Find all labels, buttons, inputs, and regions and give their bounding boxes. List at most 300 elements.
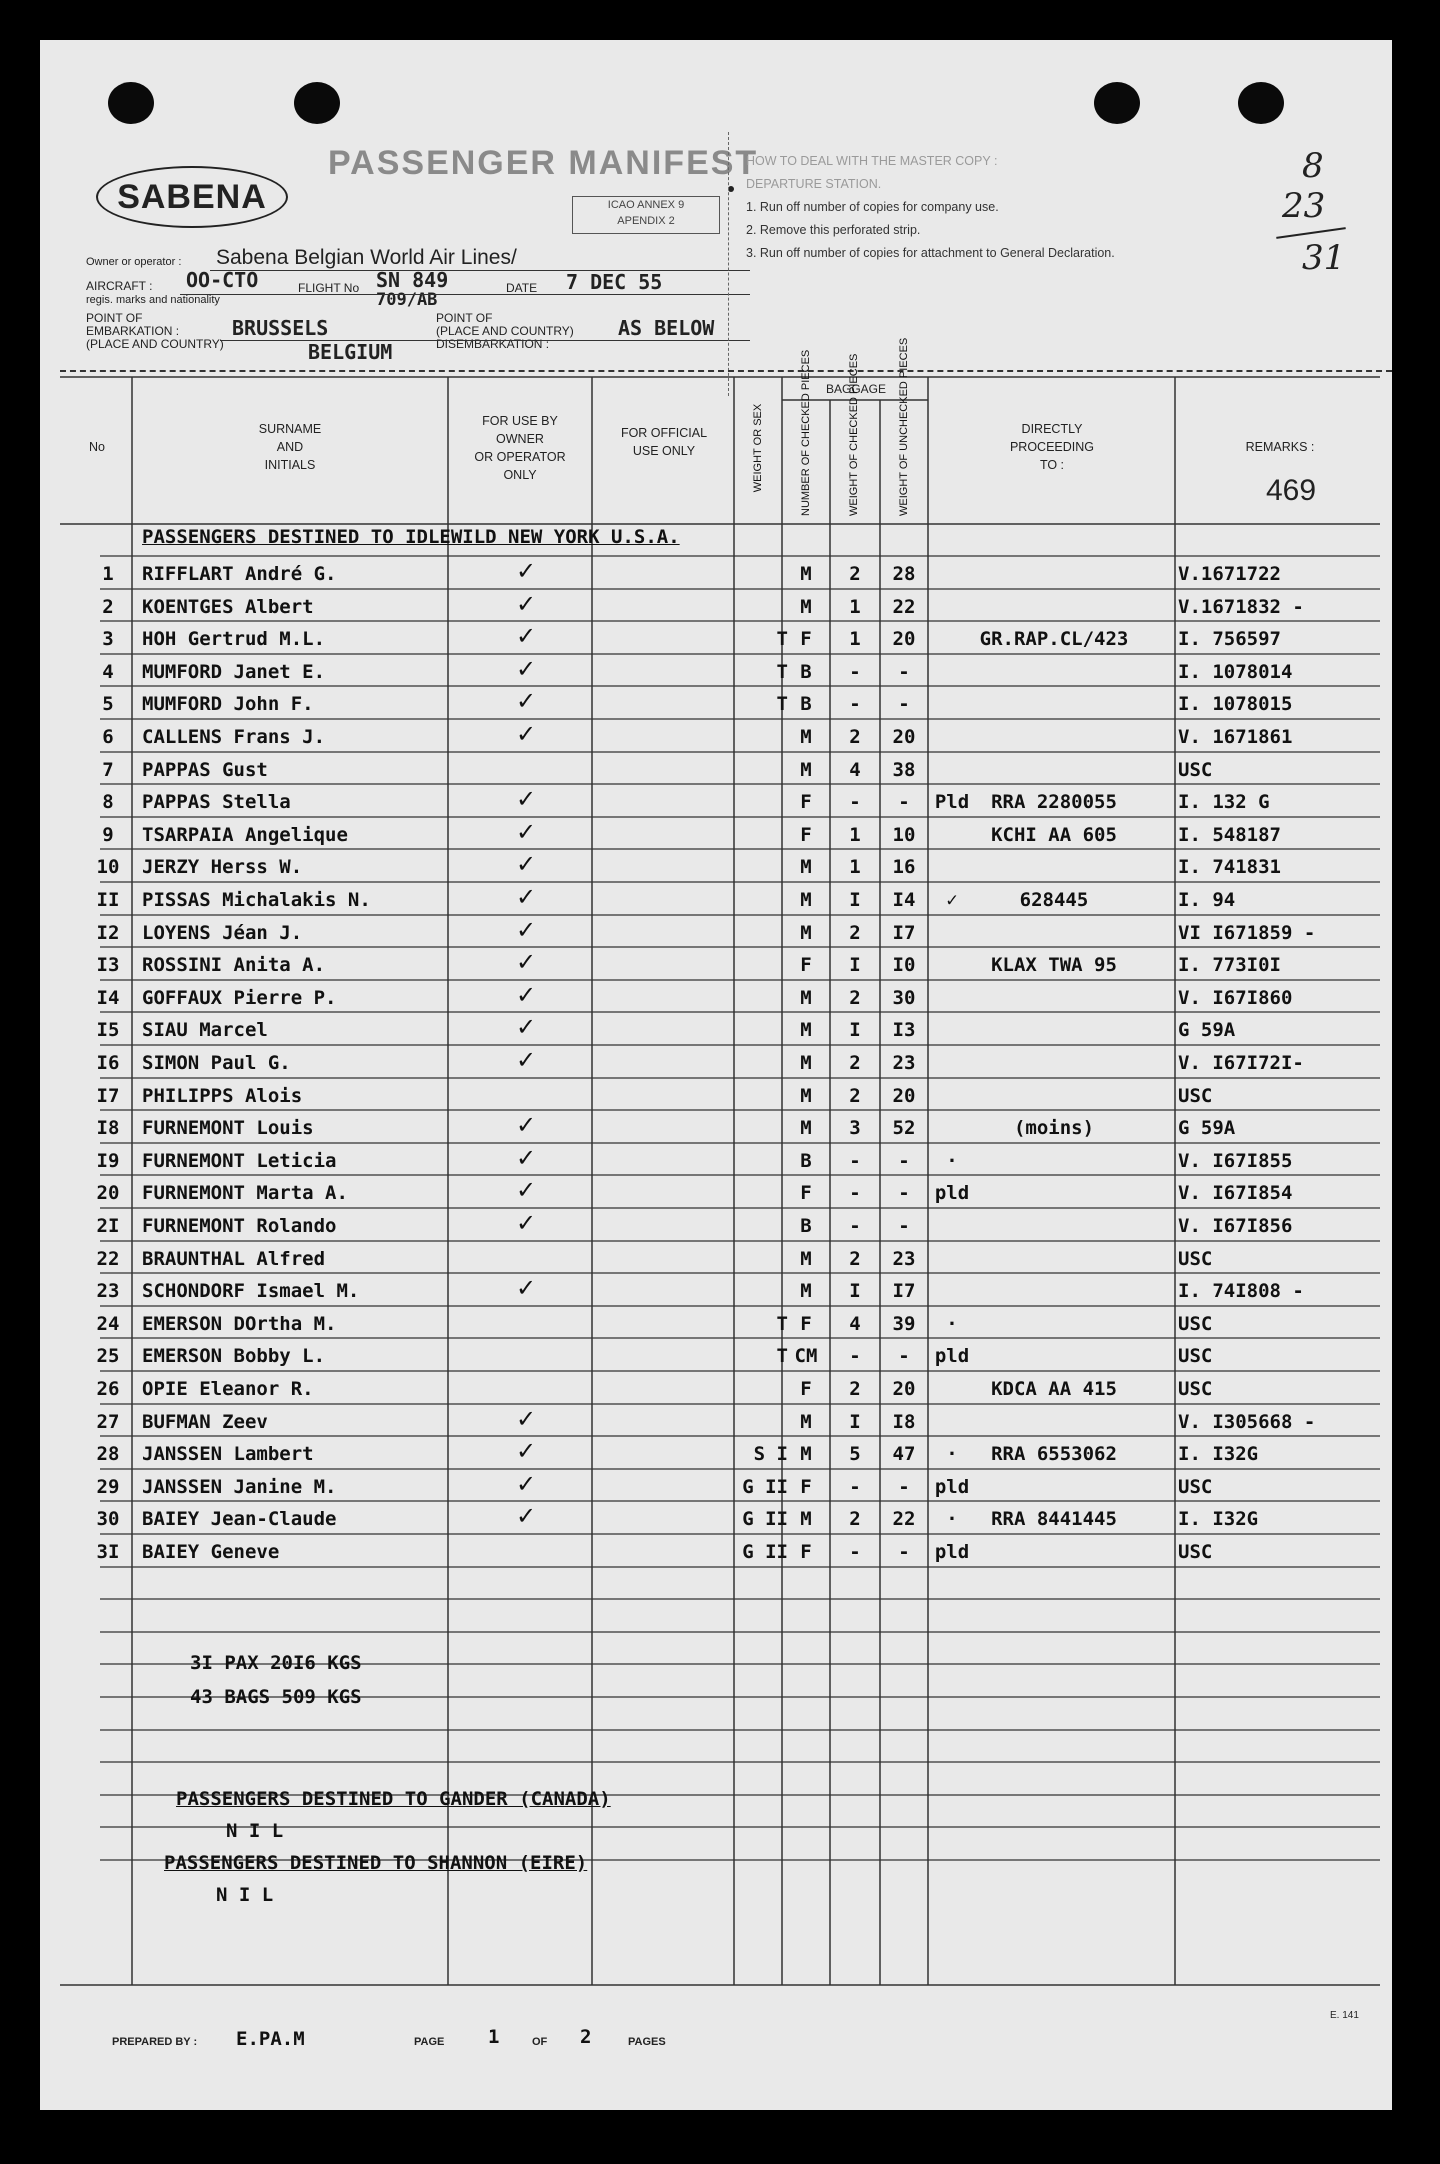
- owner-value: Sabena Belgian World Air Lines/: [216, 246, 517, 269]
- table-row: [86, 1434, 1390, 1467]
- cell-pieces: -: [849, 1345, 861, 1368]
- cell-remarks: I. 132 G: [1178, 791, 1270, 814]
- cell-no: 5: [102, 693, 114, 716]
- cell-remarks: I. 548187: [1178, 823, 1281, 846]
- cell-remarks: G 59A: [1178, 1019, 1236, 1042]
- cell-name: MUMFORD John F.: [142, 693, 314, 716]
- cell-sex: F: [800, 1541, 812, 1563]
- cell-name: MUMFORD Janet E.: [142, 660, 326, 683]
- cell-sex: M: [800, 889, 812, 911]
- cell-remarks: I. I32G: [1178, 1443, 1259, 1466]
- table-row: [86, 1141, 1390, 1174]
- annex-line-2: APENDIX 2: [617, 215, 675, 227]
- cell-sex: F: [800, 1182, 812, 1205]
- cell-unchecked: Pld: [934, 791, 970, 814]
- cell-remarks: I. 756597: [1178, 628, 1281, 651]
- cell-tick: ✓: [515, 1209, 537, 1237]
- cell-weight: -: [898, 1345, 910, 1368]
- cell-name: JANSSEN Janine M.: [142, 1475, 337, 1498]
- cell-sex: M: [800, 758, 812, 781]
- howto-station: DEPARTURE STATION.: [746, 177, 882, 191]
- howto-title: HOW TO DEAL WITH THE MASTER COPY :: [746, 154, 998, 168]
- embark-label-3: (PLACE AND COUNTRY): [86, 337, 224, 351]
- sabena-logo: SABENA: [96, 166, 288, 228]
- cell-sex: F: [800, 954, 812, 977]
- table-row: [86, 684, 1390, 717]
- cell-proceed: KLAX TWA 95: [991, 954, 1117, 977]
- cell-no: 24: [96, 1312, 120, 1335]
- cell-tick: ✓: [515, 1046, 537, 1074]
- cell-sex: B: [800, 1215, 812, 1237]
- cell-name: PHILIPPS Alois: [142, 1084, 303, 1107]
- corner-note-bottom: 31: [1302, 238, 1346, 278]
- cell-name: FURNEMONT Rolando: [142, 1215, 337, 1237]
- flight-date: 7 DEC 55: [566, 270, 663, 294]
- table-row: [86, 815, 1390, 848]
- cell-pieces: -: [849, 1149, 861, 1172]
- col-proceed-3: TO :: [1039, 458, 1065, 472]
- cell-weight: 23: [892, 1247, 916, 1270]
- cell-weight: 16: [892, 856, 916, 879]
- col-surname: [140, 420, 440, 474]
- cell-tick: ✓: [515, 948, 537, 977]
- cell-weight: 39: [892, 1312, 916, 1335]
- cell-no: I6: [96, 1052, 120, 1074]
- cell-proceed: KCHI AA 605: [991, 823, 1117, 846]
- table-row: [86, 1173, 1390, 1206]
- cell-no: 25: [96, 1345, 120, 1368]
- col-owner-4: ONLY: [503, 468, 537, 482]
- of-label: OF: [532, 2036, 548, 2048]
- col-owner-1: FOR USE BY: [482, 414, 558, 428]
- cell-remarks: I. 741831: [1178, 856, 1281, 879]
- cell-weight: -: [898, 1475, 910, 1498]
- cell-unchecked: pld: [934, 1345, 970, 1368]
- col-num-checked: NUMBER OF CHECKED PIECES: [800, 349, 812, 516]
- cell-weight: I3: [892, 1019, 916, 1042]
- cell-remarks: I. 773I0I: [1178, 954, 1281, 977]
- cell-sex: M: [800, 1443, 812, 1466]
- disembark-value: AS BELOW: [618, 316, 715, 340]
- table-row: [86, 782, 1390, 815]
- table-row: [86, 750, 1390, 783]
- cell-no: 3: [102, 628, 114, 651]
- col-weight-sex: WEIGHT OR SEX: [752, 403, 764, 493]
- cell-remarks: USC: [1178, 1475, 1213, 1498]
- cell-weight: 28: [892, 563, 916, 585]
- cell-tick: ✓: [515, 785, 537, 814]
- cell-pieces: 4: [849, 758, 861, 781]
- howto-step-1: 1. Run off number of copies for company use.: [746, 200, 999, 214]
- cell-official: T: [776, 1312, 788, 1335]
- cell-remarks: I. 1078015: [1178, 693, 1293, 716]
- table-row: [86, 1076, 1390, 1109]
- cell-pieces: 2: [849, 726, 861, 748]
- cell-name: ROSSINI Anita A.: [142, 954, 326, 977]
- cell-unchecked: ·: [946, 1312, 958, 1335]
- embark-label-2: EMBARKATION :: [86, 324, 180, 338]
- cell-remarks: I. 74I808 -: [1178, 1280, 1304, 1303]
- cell-no: 2: [102, 595, 114, 618]
- cell-pieces: I: [849, 1410, 861, 1433]
- cell-no: 10: [96, 856, 120, 879]
- cell-name: BAIEY Geneve: [142, 1541, 280, 1563]
- cell-remarks: USC: [1178, 758, 1213, 781]
- cell-no: 6: [102, 726, 114, 748]
- cell-name: BAIEY Jean-Claude: [142, 1508, 337, 1531]
- cell-pieces: 1: [849, 595, 861, 618]
- cell-pieces: 1: [849, 628, 861, 651]
- cell-pieces: -: [849, 1475, 861, 1498]
- cell-tick: ✓: [515, 654, 537, 683]
- cell-pieces: 4: [849, 1312, 861, 1335]
- cell-weight: 47: [892, 1443, 916, 1466]
- cell-remarks: USC: [1178, 1541, 1213, 1563]
- cell-sex: M: [800, 921, 812, 944]
- table-row: [86, 847, 1390, 880]
- cell-weight: 22: [892, 595, 916, 618]
- cell-pieces: -: [849, 1541, 861, 1563]
- cell-name: HOH Gertrud M.L.: [142, 628, 326, 651]
- col-wt-unchecked: WEIGHT OF UNCHECKED PIECES: [898, 337, 910, 516]
- cell-weight: -: [898, 1149, 910, 1172]
- cell-tick: ✓: [515, 687, 537, 716]
- disembark-label-1: POINT OF: [436, 311, 493, 325]
- cell-proceed: RRA 2280055: [991, 791, 1117, 814]
- cell-remarks: I. 1078014: [1178, 660, 1293, 683]
- cell-sex: M: [800, 595, 812, 618]
- cell-no: I9: [96, 1149, 120, 1172]
- cell-name: FURNEMONT Leticia: [142, 1149, 337, 1172]
- cell-tick: ✓: [515, 1111, 537, 1140]
- cell-unchecked: ·: [946, 1443, 958, 1466]
- cell-unchecked: ·: [946, 1508, 958, 1531]
- disembark-label-2: (PLACE AND COUNTRY): [436, 324, 574, 338]
- cell-unchecked: pld: [934, 1182, 970, 1205]
- cell-no: 22: [96, 1247, 120, 1270]
- cell-sex: F: [800, 823, 812, 846]
- cell-pieces: 1: [849, 856, 861, 879]
- flight-sub-number: 709/AB: [376, 290, 438, 310]
- cell-proceed: RRA 6553062: [991, 1443, 1117, 1466]
- cell-name: GOFFAUX Pierre P.: [142, 986, 337, 1009]
- cell-no: 7: [102, 758, 114, 781]
- cell-name: BUFMAN Zeev: [142, 1410, 268, 1433]
- cell-unchecked: pld: [934, 1475, 970, 1498]
- table-row: [86, 1206, 1390, 1239]
- cell-pieces: 3: [849, 1117, 861, 1140]
- cell-remarks: I. I32G: [1178, 1508, 1259, 1531]
- cell-remarks: VI I671859 -: [1178, 921, 1316, 944]
- cell-no: I5: [96, 1019, 120, 1042]
- cell-proceed: 628445: [1019, 889, 1089, 911]
- cell-tick: ✓: [515, 1404, 537, 1433]
- cell-proceed: (moins): [1013, 1117, 1095, 1140]
- cell-name: SIAU Marcel: [142, 1019, 268, 1042]
- cell-official: G II: [742, 1475, 788, 1498]
- disembark-label-3: DISEMBARKATION :: [436, 337, 550, 351]
- cell-tick: ✓: [515, 622, 537, 651]
- cell-remarks: USC: [1178, 1312, 1213, 1335]
- cell-tick: ✓: [515, 1502, 537, 1531]
- cell-sex: M: [800, 1019, 812, 1042]
- cell-name: OPIE Eleanor R.: [142, 1378, 314, 1400]
- cell-tick: ✓: [515, 1143, 537, 1172]
- section-gander: PASSENGERS DESTINED TO GANDER (CANADA): [176, 1788, 611, 1810]
- prepared-by: E.PA.M: [236, 2028, 305, 2050]
- cell-weight: 22: [892, 1508, 916, 1531]
- cell-weight: I8: [892, 1410, 916, 1433]
- cell-weight: 20: [892, 726, 916, 748]
- cell-no: I7: [96, 1084, 120, 1107]
- cell-no: 4: [102, 660, 114, 683]
- prepared-label: PREPARED BY :: [112, 2036, 198, 2048]
- cell-name: LOYENS Jéan J.: [142, 921, 303, 944]
- cell-remarks: I. 94: [1178, 889, 1236, 911]
- col-official-use: [596, 424, 732, 460]
- cell-pieces: 2: [849, 1378, 861, 1400]
- cell-official: S I: [753, 1443, 788, 1466]
- cell-unchecked: pld: [934, 1541, 970, 1563]
- cell-remarks: USC: [1178, 1084, 1213, 1107]
- cell-no: I8: [96, 1117, 120, 1140]
- col-baggage: BAGGAGE: [825, 382, 887, 396]
- cell-sex: M: [800, 1084, 812, 1107]
- cell-name: BRAUNTHAL Alfred: [142, 1247, 326, 1270]
- cell-pieces: 5: [849, 1443, 861, 1466]
- total-pax: 3I PAX 20I6 KGS: [190, 1652, 362, 1674]
- table-row: [86, 1108, 1390, 1141]
- cell-tick: ✓: [515, 980, 537, 1009]
- cell-official: T: [776, 1345, 788, 1368]
- cell-weight: -: [898, 1215, 910, 1237]
- cell-pieces: -: [849, 1182, 861, 1205]
- cell-official: G II: [742, 1541, 788, 1563]
- cell-weight: 10: [892, 823, 916, 846]
- cell-sex: M: [800, 986, 812, 1009]
- form-code: E. 141: [1330, 2010, 1359, 2021]
- cell-tick: ✓: [515, 557, 537, 585]
- cell-remarks: USC: [1178, 1247, 1213, 1270]
- date-label: DATE: [506, 281, 538, 295]
- cell-pieces: -: [849, 660, 861, 683]
- cell-no: 29: [96, 1475, 120, 1498]
- cell-no: 9: [102, 823, 114, 846]
- cell-name: TSARPAIA Angelique: [142, 823, 348, 846]
- cell-weight: 30: [892, 986, 916, 1009]
- cell-weight: -: [898, 693, 910, 716]
- cell-tick: ✓: [515, 1469, 537, 1498]
- cell-tick: ✓: [515, 883, 537, 911]
- annex-line-1: ICAO ANNEX 9: [607, 199, 685, 211]
- cell-official: G II: [742, 1508, 788, 1531]
- col-surname-3: INITIALS: [264, 458, 316, 472]
- col-surname-1: SURNAME: [258, 422, 322, 436]
- cell-weight: -: [898, 1541, 910, 1563]
- col-surname-2: AND: [276, 440, 304, 454]
- table-row: [86, 880, 1390, 913]
- howto-step-3: 3. Run off number of copies for attachment to General Declaration.: [746, 246, 1115, 260]
- cell-no: 30: [96, 1508, 120, 1531]
- cell-remarks: USC: [1178, 1345, 1213, 1368]
- flight-label: FLIGHT No: [298, 281, 360, 295]
- gander-nil: N I L: [226, 1820, 284, 1842]
- cell-name: EMERSON Bobby L.: [142, 1345, 326, 1368]
- cell-no: 27: [96, 1410, 120, 1433]
- cell-tick: ✓: [515, 1176, 537, 1205]
- cell-name: FURNEMONT Marta A.: [142, 1182, 348, 1205]
- cell-no: 1: [102, 563, 114, 585]
- table-row: [86, 1239, 1390, 1272]
- section-shannon: PASSENGERS DESTINED TO SHANNON (EIRE): [164, 1852, 588, 1874]
- col-proceed-2: PROCEEDING: [1009, 440, 1095, 454]
- page-number: 1: [488, 2026, 500, 2048]
- cell-weight: -: [898, 660, 910, 683]
- cell-no: I2: [96, 921, 120, 944]
- cell-remarks: USC: [1178, 1378, 1213, 1400]
- cell-name: PAPPAS Stella: [142, 791, 291, 814]
- cell-sex: M: [800, 1247, 812, 1270]
- cell-no: I4: [96, 986, 120, 1009]
- cell-weight: I7: [892, 1280, 916, 1303]
- cell-official: T: [776, 628, 788, 651]
- cell-weight: I7: [892, 921, 916, 944]
- cell-weight: -: [898, 1182, 910, 1205]
- cell-pieces: I: [849, 889, 861, 911]
- cell-proceed: KDCA AA 415: [991, 1378, 1117, 1400]
- embark-label-1: POINT OF: [86, 311, 143, 325]
- aircraft-label: AIRCRAFT :: [86, 279, 153, 293]
- table-row: [86, 1369, 1390, 1402]
- cell-name: PAPPAS Gust: [142, 758, 268, 781]
- cell-sex: B: [800, 1149, 812, 1172]
- cell-tick: ✓: [515, 1013, 537, 1042]
- cell-sex: F: [800, 791, 812, 814]
- cell-unchecked: ✓: [946, 889, 958, 911]
- cell-sex: M: [800, 563, 812, 585]
- col-owner-3: OR OPERATOR: [474, 450, 566, 464]
- cell-remarks: G 59A: [1178, 1117, 1236, 1140]
- section-idlewild: PASSENGERS DESTINED TO IDLEWILD NEW YORK U.S.A.: [142, 526, 680, 548]
- cell-sex: F: [800, 628, 812, 651]
- table-row: [86, 717, 1390, 750]
- table-row: [86, 1010, 1390, 1043]
- col-owner-2: OWNER: [496, 432, 544, 446]
- col-remarks: REMARKS :: [1245, 440, 1315, 454]
- cell-sex: F: [800, 1312, 812, 1335]
- total-bags: 43 BAGS 509 KGS: [190, 1686, 362, 1708]
- cell-remarks: V. I67I72I-: [1178, 1052, 1304, 1074]
- cell-pieces: 1: [849, 823, 861, 846]
- table-row: [86, 587, 1390, 620]
- cell-remarks: V. I305668 -: [1178, 1410, 1316, 1433]
- cell-remarks: V.1671832 -: [1178, 595, 1304, 618]
- cell-no: II: [96, 889, 120, 911]
- table-row: [86, 978, 1390, 1011]
- cell-remarks: V. 1671861: [1178, 726, 1293, 748]
- page-label: PAGE: [414, 2036, 445, 2048]
- cell-pieces: I: [849, 954, 861, 977]
- cell-no: I3: [96, 954, 120, 977]
- cell-pieces: -: [849, 791, 861, 814]
- cell-no: 8: [102, 791, 114, 814]
- page-title: PASSENGER MANIFEST: [328, 144, 759, 182]
- shannon-nil: N I L: [216, 1884, 274, 1906]
- cell-name: EMERSON DOrtha M.: [142, 1312, 337, 1335]
- owner-label: Owner or operator :: [86, 256, 182, 268]
- col-proceed-1: DIRECTLY: [1021, 422, 1083, 436]
- cell-name: JANSSEN Lambert: [142, 1443, 314, 1466]
- cell-tick: ✓: [515, 1274, 537, 1303]
- aircraft-value: OO-CTO: [186, 268, 259, 292]
- cell-remarks: V. I67I856: [1178, 1215, 1293, 1237]
- cell-pieces: 2: [849, 1084, 861, 1107]
- cell-no: 2I: [96, 1215, 120, 1237]
- corner-note-top: 8: [1302, 146, 1324, 186]
- cell-weight: 20: [892, 1084, 916, 1107]
- cell-name: JERZY Herss W.: [142, 856, 303, 879]
- cell-pieces: 2: [849, 1508, 861, 1531]
- cell-proceed: RRA 8441445: [991, 1508, 1117, 1531]
- flight-number: SN 849: [376, 268, 449, 292]
- cell-unchecked: ·: [946, 1149, 958, 1172]
- cell-tick: ✓: [515, 589, 537, 618]
- cell-pieces: -: [849, 1215, 861, 1237]
- cell-weight: 20: [892, 1378, 916, 1400]
- cell-sex: M: [800, 1052, 812, 1074]
- cell-pieces: -: [849, 693, 861, 716]
- cell-sex: M: [800, 1280, 812, 1303]
- cell-pieces: 2: [849, 563, 861, 585]
- cell-no: 26: [96, 1378, 120, 1400]
- table-row: [86, 1467, 1390, 1500]
- cell-remarks: V. I67I854: [1178, 1182, 1293, 1205]
- cell-sex: M: [800, 856, 812, 879]
- cell-name: PISSAS Michalakis N.: [142, 889, 371, 911]
- cell-sex: F: [800, 1378, 812, 1400]
- cell-tick: ✓: [515, 720, 537, 748]
- cell-weight: 38: [892, 758, 916, 781]
- cell-name: KOENTGES Albert: [142, 595, 314, 618]
- cell-tick: ✓: [515, 915, 537, 944]
- col-official-1: FOR OFFICIAL: [620, 426, 708, 440]
- cell-proceed: GR.RAP.CL/423: [979, 628, 1129, 651]
- col-owner-use: [450, 412, 590, 484]
- cell-no: 23: [96, 1280, 120, 1303]
- cell-pieces: 2: [849, 921, 861, 944]
- table-row: [86, 554, 1390, 587]
- table-row: [86, 1304, 1390, 1337]
- cell-no: 20: [96, 1182, 120, 1205]
- pages-label: PAGES: [628, 2036, 666, 2048]
- embark-country: BELGIUM: [308, 340, 393, 364]
- cell-tick: ✓: [515, 817, 537, 846]
- table-row: [86, 652, 1390, 685]
- cell-official: T: [776, 660, 788, 683]
- cell-tick: ✓: [515, 1437, 537, 1466]
- table-row: [86, 619, 1390, 652]
- cell-weight: 52: [892, 1117, 916, 1140]
- cell-weight: 20: [892, 628, 916, 651]
- cell-remarks: V. I67I860: [1178, 986, 1293, 1009]
- cell-sex: B: [800, 693, 812, 716]
- cell-sex: CM: [794, 1345, 818, 1368]
- col-no: No: [89, 440, 105, 454]
- cell-sex: F: [800, 1475, 812, 1498]
- table-row: [86, 1271, 1390, 1304]
- cell-name: CALLENS Frans J.: [142, 726, 326, 748]
- cell-weight: I0: [892, 954, 916, 977]
